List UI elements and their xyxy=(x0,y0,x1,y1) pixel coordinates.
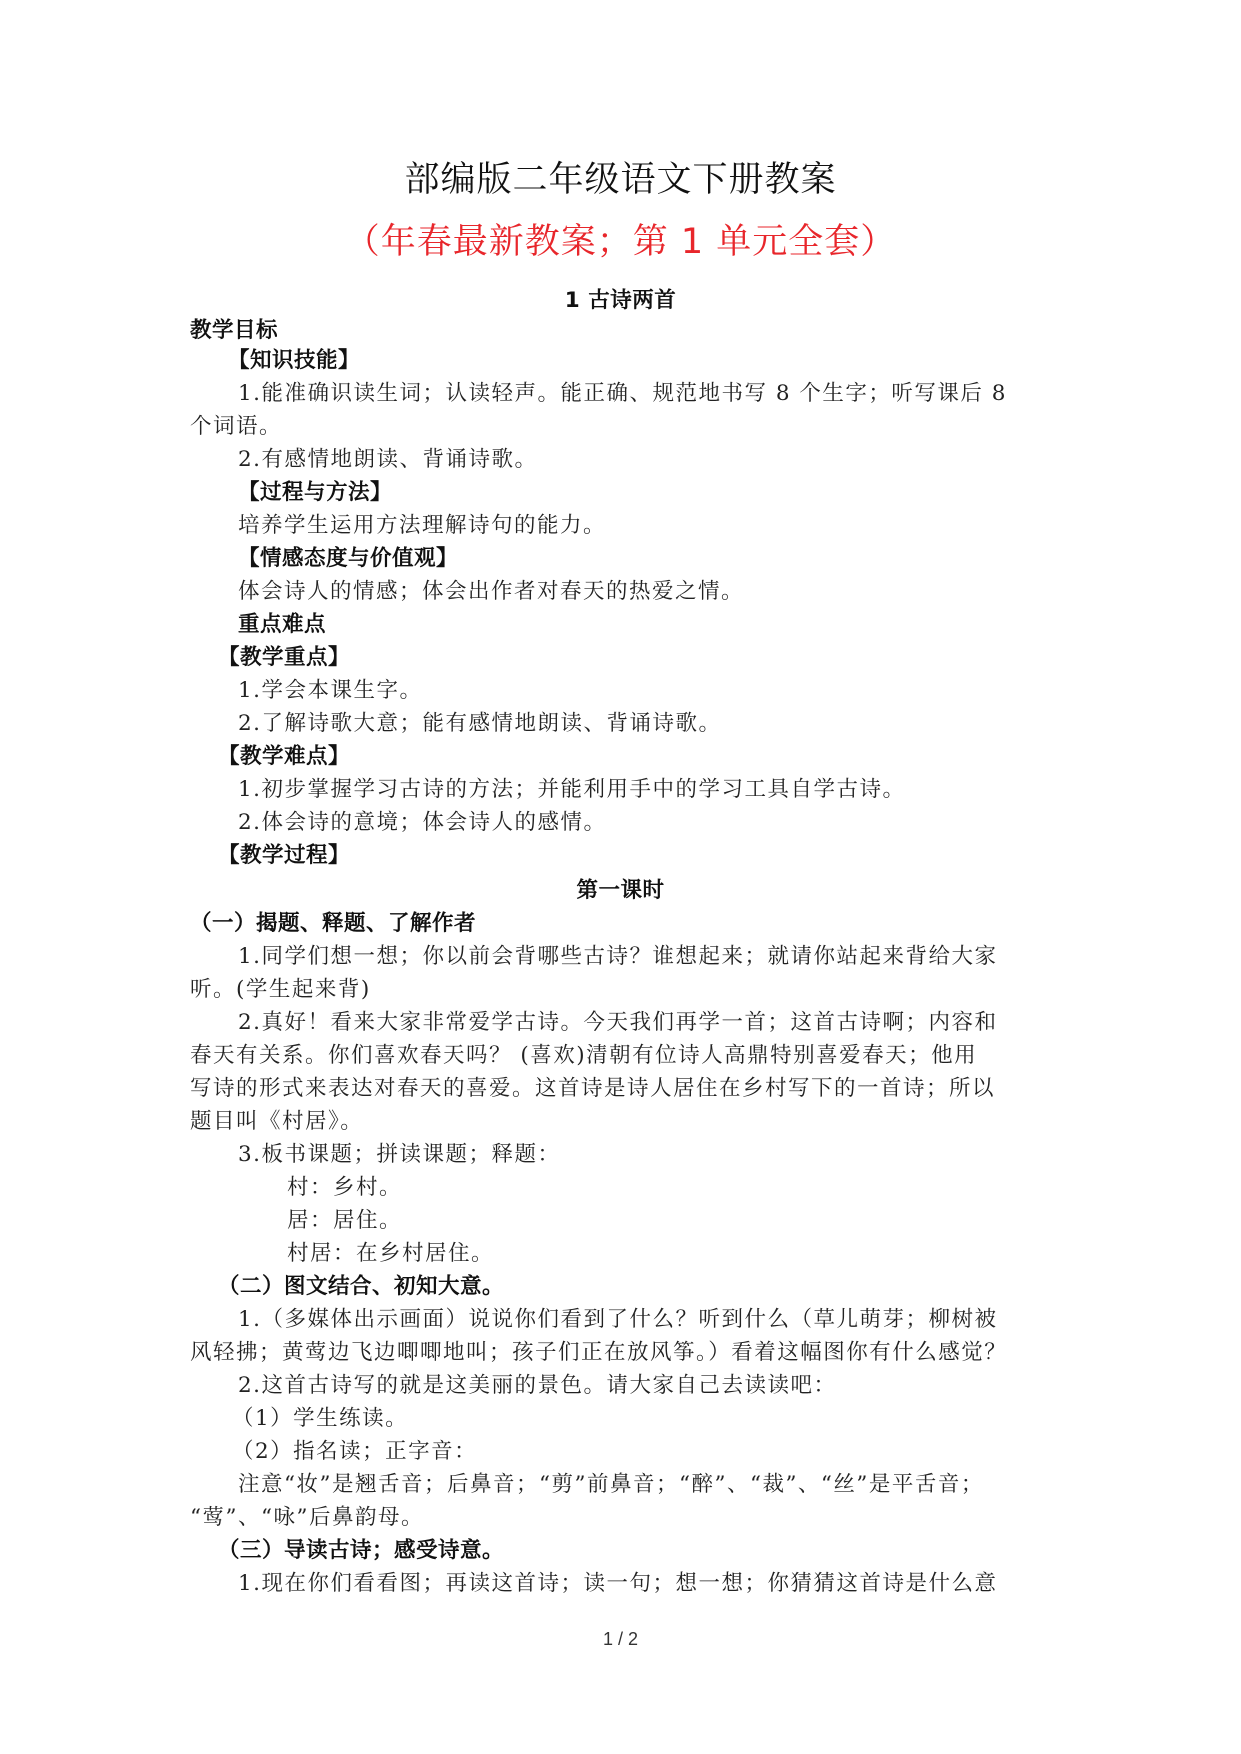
paragraph-line: 风轻拂；黄莺边飞边唧唧地叫；孩子们正在放风筝。）看着这幅图你有什么感觉？ xyxy=(190,1340,1008,1365)
subsection-heading: 【教学难点】 xyxy=(218,744,351,769)
paragraph-line: 1.同学们想一想；你以前会背哪些古诗？谁想起来；就请你站起来背给大家 xyxy=(238,944,998,969)
paragraph-line: 2.真好！看来大家非常爱学古诗。今天我们再学一首；这首古诗啊；内容和 xyxy=(238,1010,998,1035)
paragraph-line: 写诗的形式来表达对春天的喜爱。这首诗是诗人居住在乡村写下的一首诗；所以 xyxy=(190,1076,996,1101)
subsection-heading: 【教学重点】 xyxy=(218,645,351,670)
paragraph-line: 1.初步掌握学习古诗的方法；并能利用手中的学习工具自学古诗。 xyxy=(238,777,906,802)
step-heading: （三）导读古诗；感受诗意。 xyxy=(218,1538,505,1563)
lesson-title: 1 古诗两首 xyxy=(564,288,677,313)
paragraph-line: 个词语。 xyxy=(190,414,283,439)
document-title: 部编版二年级语文下册教案 xyxy=(404,160,837,200)
subsection-heading: 【教学过程】 xyxy=(218,843,351,868)
class-period-heading: 第一课时 xyxy=(576,878,665,903)
section-heading: 重点难点 xyxy=(238,612,327,637)
paragraph-line: 2.体会诗的意境；体会诗人的感情。 xyxy=(238,810,607,835)
step-heading: （一）揭题、释题、了解作者 xyxy=(190,911,477,936)
paragraph-line: 村居：在乡村居住。 xyxy=(287,1241,495,1266)
subsection-heading: 【过程与方法】 xyxy=(238,480,393,505)
paragraph-line: 春天有关系。你们喜欢春天吗？ (喜欢)清朝有位诗人高鼎特别喜爱春天；他用 xyxy=(190,1043,978,1068)
section-heading: 教学目标 xyxy=(190,318,279,343)
document-subtitle: （年春最新教案；第 1 单元全套） xyxy=(344,222,897,262)
paragraph-line: 2.了解诗歌大意；能有感情地朗读、背诵诗歌。 xyxy=(238,711,722,736)
paragraph-line: 题目叫《村居》。 xyxy=(190,1109,364,1134)
paragraph-line: （2）指名读；正字音： xyxy=(232,1439,478,1464)
paragraph-line: 1.（多媒体出示画面）说说你们看到了什么？听到什么（草儿萌芽；柳树被 xyxy=(238,1307,998,1332)
paragraph-line: 1.学会本课生字。 xyxy=(238,678,423,703)
page-number: 1 / 2 xyxy=(602,1629,639,1649)
paragraph-line: 体会诗人的情感；体会出作者对春天的热爱之情。 xyxy=(238,579,745,604)
paragraph-line: 听。(学生起来背) xyxy=(190,977,371,1002)
paragraph-line: 2.这首古诗写的就是这美丽的景色。请大家自己去读读吧： xyxy=(238,1373,837,1398)
paragraph-line: 1.现在你们看看图；再读这首诗；读一句；想一想；你猜猜这首诗是什么意 xyxy=(238,1571,998,1596)
paragraph-line: 居：居住。 xyxy=(287,1208,403,1233)
paragraph-line: 注意“妆”是翘舌音；后鼻音；“剪”前鼻音；“醉”、“裁”、“丝”是平舌音； xyxy=(238,1472,984,1497)
paragraph-line: （1）学生练读。 xyxy=(232,1406,409,1431)
step-heading: （二）图文结合、初知大意。 xyxy=(218,1274,505,1299)
paragraph-line: 3.板书课题；拼读课题；释题： xyxy=(238,1142,561,1167)
paragraph-line: 1.能准确识读生词；认读轻声。能正确、规范地书写 8 个生字；听写课后 8 xyxy=(238,381,1007,406)
paragraph-line: 2.有感情地朗读、背诵诗歌。 xyxy=(238,447,538,472)
paragraph-line: 培养学生运用方法理解诗句的能力。 xyxy=(238,513,607,538)
subsection-heading: 【情感态度与价值观】 xyxy=(238,546,459,571)
paragraph-line: “莺”、“咏”后鼻韵母。 xyxy=(190,1505,424,1530)
subsection-heading: 【知识技能】 xyxy=(228,348,361,373)
paragraph-line: 村：乡村。 xyxy=(287,1175,403,1200)
